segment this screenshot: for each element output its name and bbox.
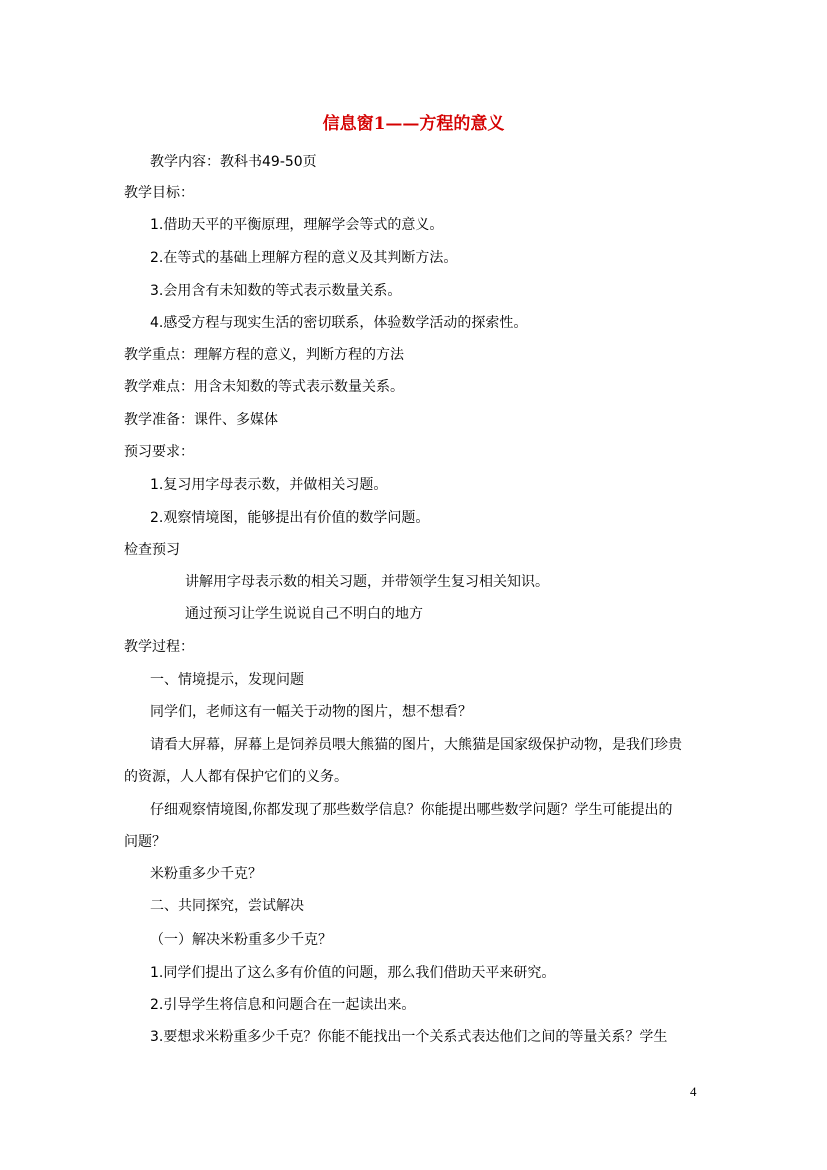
goal-item-3: 3.会用含有未知数的等式表示数量关系。 [150, 283, 402, 299]
step-item-2: 2.引导学生将信息和问题合在一起读出来。 [150, 997, 416, 1013]
preparation: 教学准备：课件、多媒体 [124, 412, 278, 428]
subsection-heading: （一）解决米粉重多少千克？ [150, 932, 332, 948]
process-heading: 教学过程： [124, 639, 194, 655]
section-1-heading: 一、情境提示，发现问题 [150, 672, 304, 688]
preview-item-1: 1.复习用字母表示数，并做相关习题。 [150, 477, 388, 493]
paragraph: 仔细观察情境图,你都发现了那些数学信息？你能提出哪些数学问题？学生可能提出的 [150, 802, 673, 818]
paragraph-continuation: 的资源，人人都有保护它们的义务。 [124, 769, 348, 785]
goal-item-4: 4.感受方程与现实生活的密切联系，体验数学活动的探索性。 [150, 315, 528, 331]
step-item-3: 3.要想求米粉重多少千克？你能不能找出一个关系式表达他们之间的等量关系？学生 [150, 1029, 668, 1045]
step-item-1: 1.同学们提出了这么多有价值的问题，那么我们借助天平来研究。 [150, 965, 556, 981]
page-number: 4 [690, 1084, 697, 1099]
paragraph: 请看大屏幕，屏幕上是饲养员喂大熊猫的图片，大熊猫是国家级保护动物，是我们珍贵 [150, 737, 682, 753]
document-title: 信息窗1——方程的意义 [322, 114, 505, 134]
key-point: 教学重点：理解方程的意义，判断方程的方法 [124, 347, 404, 363]
check-preview-item-1: 讲解用字母表示数的相关习题，并带领学生复习相关知识。 [185, 574, 549, 590]
check-preview-item-2: 通过预习让学生说说自己不明白的地方 [185, 606, 423, 622]
paragraph: 同学们，老师这有一幅关于动物的图片，想不想看？ [150, 704, 472, 720]
question: 米粉重多少千克？ [150, 866, 262, 882]
teaching-content: 教学内容：教科书49-50页 [150, 154, 317, 170]
preview-heading: 预习要求： [124, 444, 194, 460]
goal-item-1: 1.借助天平的平衡原理，理解学会等式的意义。 [150, 217, 444, 233]
section-2-heading: 二、共同探究，尝试解决 [150, 898, 304, 914]
difficulty: 教学难点：用含未知数的等式表示数量关系。 [124, 379, 404, 395]
check-preview-heading: 检查预习 [124, 542, 180, 558]
goal-item-2: 2.在等式的基础上理解方程的意义及其判断方法。 [150, 250, 458, 266]
preview-item-2: 2.观察情境图，能够提出有价值的数学问题。 [150, 510, 430, 526]
paragraph-continuation: 问题？ [124, 834, 166, 850]
goals-heading: 教学目标： [124, 185, 194, 201]
